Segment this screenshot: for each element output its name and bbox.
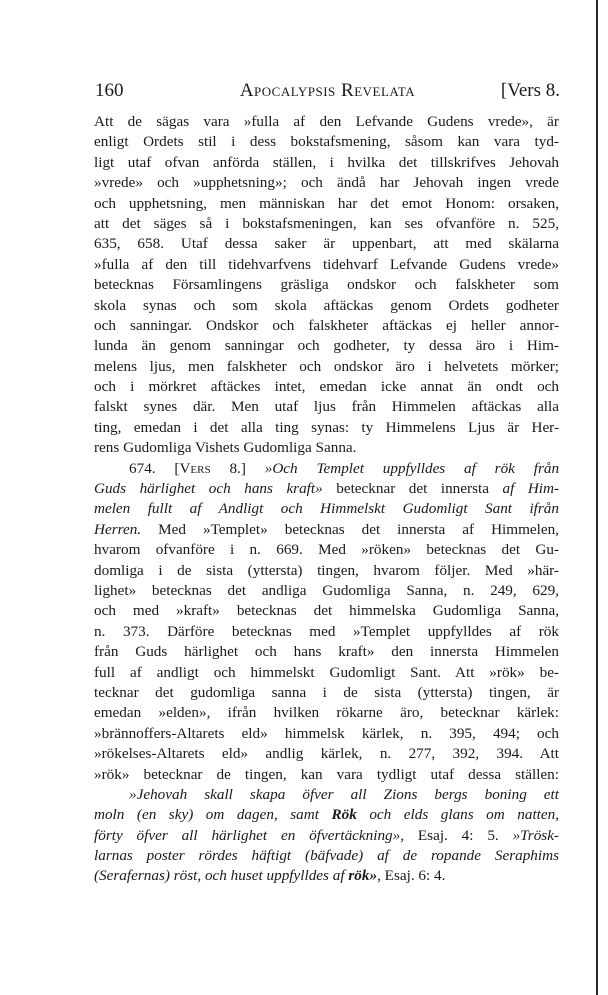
paragraph-number: 674. <box>129 459 156 477</box>
text-line: full af andligt och himmelskt Gudomligt Sant. Att »rök» be- <box>94 663 559 681</box>
verse-reference: [Vers 8. <box>500 80 560 101</box>
text-line: och sanningar. Ondskor och falskheter aftäckas ej heller annor- <box>94 316 559 334</box>
citation: , Esaj. 6: 4. <box>377 867 446 885</box>
text-line: att det säges så i bokstafsmeningen, kan ses ofvanföre n. 525, <box>94 214 559 232</box>
text-line: n. 373. Därföre betecknas med »Templet uppfylldes af rök <box>94 622 559 640</box>
text-line: falskt synes där. Men utaf ljus från Himmelen aftäckas alla <box>94 398 559 416</box>
text-line: lighet» betecknas det andliga Gudomliga Sanna, n. 249, 629, <box>94 581 559 599</box>
page-body <box>94 112 559 887</box>
text-line: lunda än genom sanningar och godheter, ty dessa äro i Him- <box>94 337 559 355</box>
text-line: 674. [Vers 8.] »Och Templet uppfylldes af rök från <box>129 459 560 477</box>
text-line: »rök» betecknar de tingen, kan vara tydligt utaf dessa ställen: <box>94 765 559 783</box>
text-line: Guds härlighet och hans kraft» betecknar det innersta af Him- <box>94 480 560 498</box>
text-line: skola synas och som skola aftäckas genom Ordets godheter <box>94 296 559 314</box>
bold-word: Rök <box>331 806 357 824</box>
text-line: (Serafernas) röst, och huset uppfylldes af rök», Esaj. 6: 4. <box>94 867 446 885</box>
text-line: ligt utaf ofvan anförda ställen, i hvilka det tillskrifves Jehovah <box>94 153 559 171</box>
bold-word: rök» <box>348 867 378 885</box>
text-line: 635, 658. Utaf dessa saker är uppenbart, att med skälarna <box>94 235 559 253</box>
text-line: domliga i de sista (yttersta) tingen, hvarom följer. Med »här- <box>94 561 559 579</box>
text-line: hvarom ofvanföre i n. 669. Med »röken» betecknas det Gu- <box>94 541 559 559</box>
text-line: »Jehovah skall skapa öfver all Zions bergs boning ett <box>129 785 559 803</box>
text-line: tecknar det gudomliga sanna i de sista (yttersta) tingen, är <box>94 683 559 701</box>
citation: Esaj. 4: 5. <box>417 826 499 844</box>
text-line: »vrede» och »upphetsning»; och ändå har Jehovah ingen vrede <box>94 174 559 192</box>
text-line: larnas poster rördes häftigt (bäfvade) af de ropande Seraphims <box>94 847 559 865</box>
scripture-quote <box>94 785 559 887</box>
text-line: rens Gudomliga Vishets Gudomliga Sanna. <box>94 439 357 457</box>
paragraph-674 <box>94 459 559 785</box>
text-line: förty öfver all härlighet en öfvertäckning», Esaj. 4: 5. »Trösk- <box>94 826 559 844</box>
text-line: och i mörkret aftäckes intet, emedan icke annat än ondt och <box>94 378 559 396</box>
text-line: »brännoffers-Altarets eld» himmelsk kärlek, n. 395, 494; och <box>94 724 559 742</box>
text-line: »fulla af den till tidehvarfvens tidehvarf Lefvande Gudens vrede» <box>94 255 559 273</box>
text-line: melen fullt af Andligt och Himmelskt Gudomligt Sant ifrån <box>94 500 559 518</box>
text-line: Herren. Med »Templet» betecknas det innersta af Himmelen, <box>94 520 559 538</box>
text-line: enligt Ordets stil i dess bokstafsmening, såsom kan vara tyd- <box>94 133 559 151</box>
text-line: emedan »elden», ifrån hvilken rökarne äro, betecknar kärlek: <box>94 704 559 722</box>
text-line: ting, emedan i det alla ting synas: ty Himmelens Ljus är Her- <box>94 418 559 436</box>
page-edge-line <box>596 0 598 995</box>
text-line: och med »kraft» betecknas det himmelska Gudomliga Sanna, <box>94 602 559 620</box>
page-number: 160 <box>95 80 124 101</box>
text-line: melens ljus, men falskheter och ondskor äro i helvetets mörker; <box>94 357 559 375</box>
paragraph-1 <box>94 112 559 459</box>
text-line: från Guds härlighet och hans kraft» den innersta Himmelen <box>94 643 559 661</box>
running-header <box>95 80 560 108</box>
text-line: »rökelses-Altarets eld» andlig kärlek, n. 277, 392, 394. Att <box>94 745 559 763</box>
text-line: betecknas Församlingens gräsliga ondskor och falskheter som <box>94 276 559 294</box>
text-line: Att de sägas vara »fulla af den Lefvande Gudens vrede», är <box>94 113 559 130</box>
quoted-text: »Och Templet uppfylldes af rök från <box>264 459 560 477</box>
running-title: Apocalypsis Revelata <box>239 80 416 101</box>
text-line: moln (en sky) om dagen, samt Rök och elds glans om natten, <box>94 806 560 824</box>
vers-label: Vers <box>179 459 211 477</box>
text-line: och upphetsning, men människan har det emot Honom: orsaken, <box>94 194 559 212</box>
